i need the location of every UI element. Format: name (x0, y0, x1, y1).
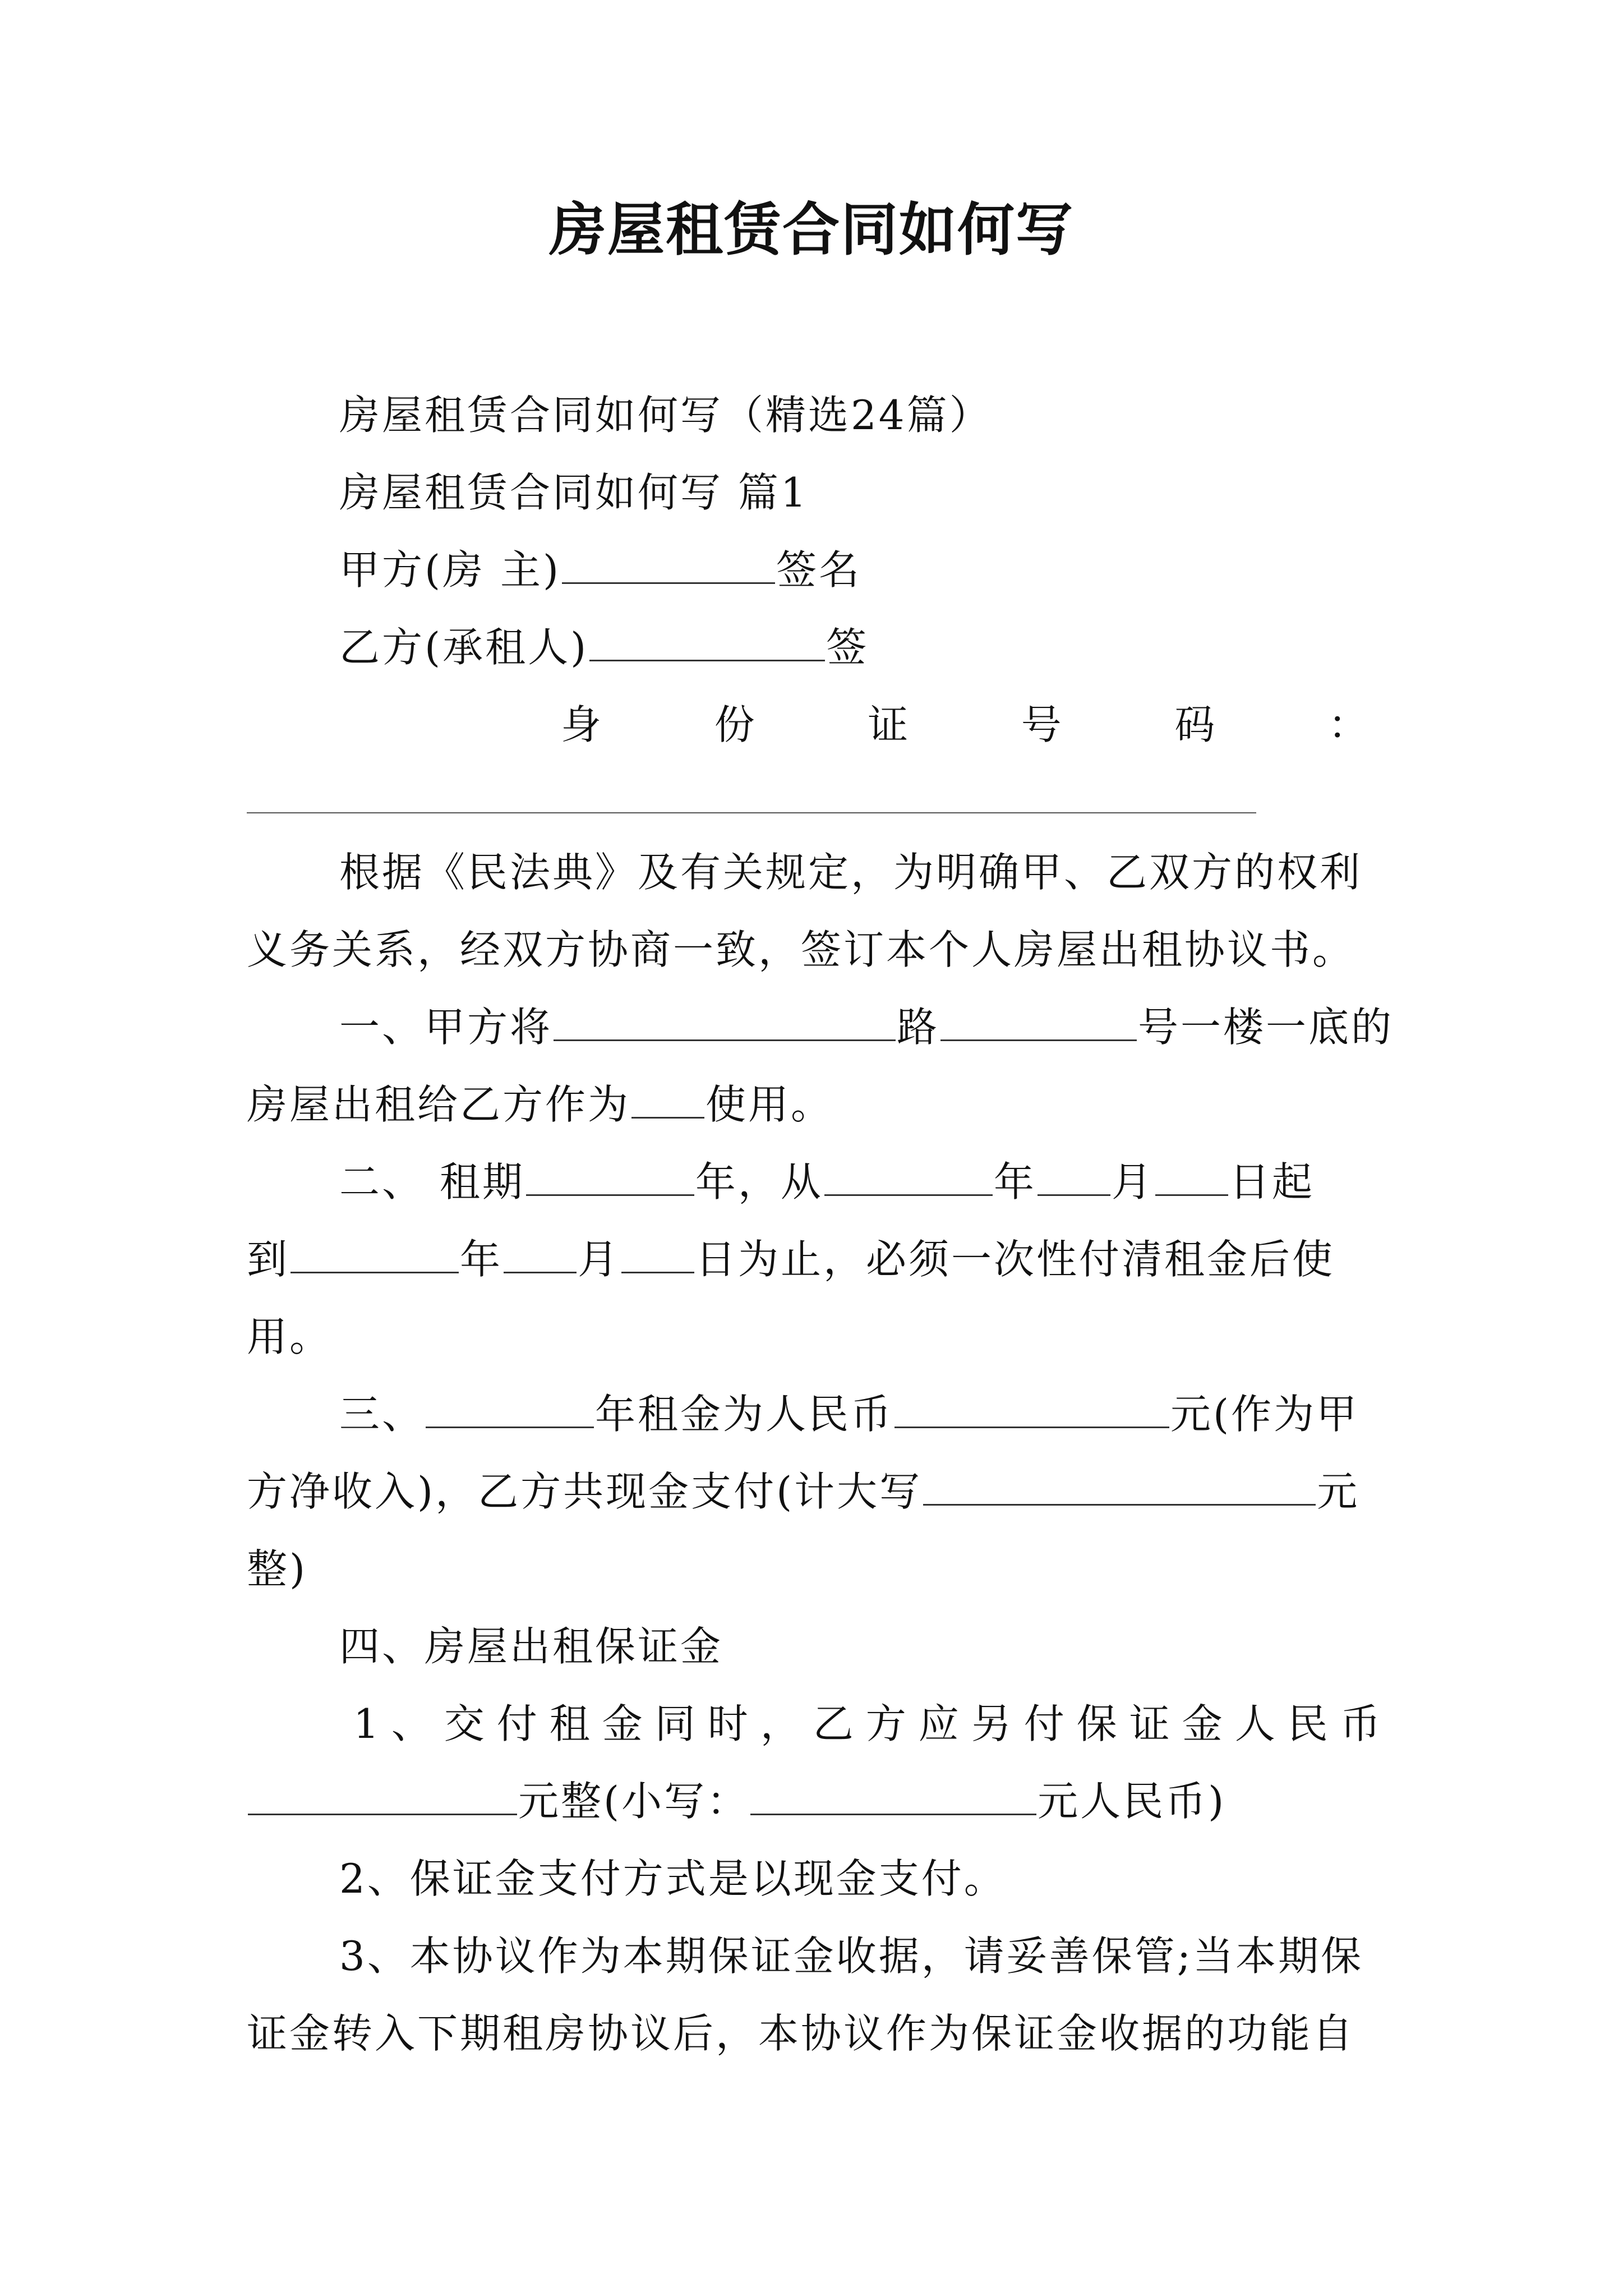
party-a-line (339, 542, 861, 598)
clause-text: 房屋出租给乙方作为 (247, 1081, 631, 1128)
party-a-sign: 签名 (776, 546, 862, 593)
subtitle: 房屋租赁合同如何写（精选24篇） (339, 392, 992, 439)
clause-4-item-2: 2、保证金支付方式是以现金支付。 (339, 1855, 1007, 1902)
clause-1-line-1 (339, 999, 1394, 1055)
clause-1-line-2 (247, 1076, 833, 1133)
clause-4-item-1-line-1: 1、交付租金同时，乙方应另付保证金人民币 (353, 1700, 1393, 1747)
clause-text: 元 (1317, 1468, 1360, 1515)
clause-text: 使用。 (706, 1081, 834, 1128)
rent-uppercase-blank (923, 1469, 1316, 1506)
id-char: 号 (1021, 701, 1062, 748)
clause-text: 年 (993, 1158, 1036, 1205)
clause-text: 元(作为甲 (1170, 1391, 1359, 1438)
end-month-blank (504, 1237, 577, 1273)
party-b-sign: 签 (826, 624, 869, 671)
clause-text: 年，从 (695, 1158, 823, 1205)
id-number-blank (247, 812, 1256, 813)
clause-text: 日为止，必须一次性付清租金后使 (695, 1236, 1335, 1283)
intro-line-2: 义务关系，经双方协商一致，签订本个人房屋出租协议书。 (247, 926, 1355, 973)
clause-3-line-2 (247, 1464, 1359, 1520)
clause-text: 方净收入)，乙方共现金支付(计大写 (247, 1468, 923, 1515)
clause-text: 号一楼一底的 (1138, 1004, 1394, 1051)
start-day-blank (1155, 1159, 1228, 1196)
id-number-label (561, 697, 1368, 753)
clause-text: 年租金为人民币 (595, 1391, 894, 1438)
clause-text: 二、 租期 (339, 1158, 525, 1205)
number-blank (940, 1005, 1137, 1041)
id-char: 码 (1174, 701, 1215, 748)
clause-2-line-3: 用。 (247, 1313, 333, 1360)
end-day-blank (621, 1237, 694, 1273)
rent-year-blank (426, 1392, 594, 1428)
clause-text: 到 (247, 1236, 290, 1283)
start-year-blank (824, 1159, 993, 1196)
clause-text: 元整(小写： (518, 1778, 750, 1825)
id-char: 证 (868, 701, 909, 748)
clause-text: 元人民币) (1038, 1778, 1227, 1825)
clause-text: 月 (578, 1236, 621, 1283)
id-char: 身 (561, 701, 602, 748)
clause-4-heading: 四、房屋出租保证金 (339, 1623, 723, 1670)
clause-text: 三、 (339, 1391, 425, 1438)
clause-text: 路 (897, 1004, 940, 1051)
document-title: 房屋租赁合同如何写 (549, 196, 1074, 264)
road-blank (554, 1005, 896, 1041)
clause-2-line-1 (339, 1154, 1315, 1210)
party-b-line (339, 619, 869, 675)
clause-text: 年 (460, 1236, 503, 1283)
id-char: ： (1327, 701, 1368, 748)
clause-3-line-3: 整) (247, 1545, 308, 1593)
clause-4-item-3-line-2: 证金转入下期租房协议后，本协议作为保证金收据的功能自 (247, 2010, 1355, 2057)
clause-3-line-1 (339, 1386, 1359, 1442)
clause-4-item-3-line-1: 3、本协议作为本期保证金收据，请妥善保管;当本期保 (339, 1932, 1364, 1980)
clause-2-line-2 (247, 1231, 1335, 1287)
deposit-uppercase-blank (248, 1779, 517, 1815)
clause-text: 日起 (1229, 1158, 1315, 1205)
usage-blank (631, 1082, 704, 1119)
start-month-blank (1038, 1159, 1110, 1196)
end-year-blank (291, 1237, 459, 1273)
clause-text: 月 (1111, 1158, 1154, 1205)
party-b-blank (589, 625, 825, 661)
clause-4-item-1-line-2 (247, 1773, 1226, 1829)
clause-text: 一、甲方将 (339, 1004, 553, 1051)
section-heading: 房屋租赁合同如何写 篇1 (339, 469, 809, 516)
intro-line-1: 根据《民法典》及有关规定，为明确甲、乙双方的权利 (339, 849, 1363, 896)
rent-amount-blank (895, 1392, 1169, 1428)
term-years-blank (526, 1159, 694, 1196)
deposit-lowercase-blank (750, 1779, 1036, 1815)
id-char: 份 (714, 701, 755, 748)
party-a-label: 甲方(房 主) (339, 546, 561, 593)
party-b-label: 乙方(承租人) (339, 624, 589, 671)
party-a-blank (562, 547, 775, 584)
